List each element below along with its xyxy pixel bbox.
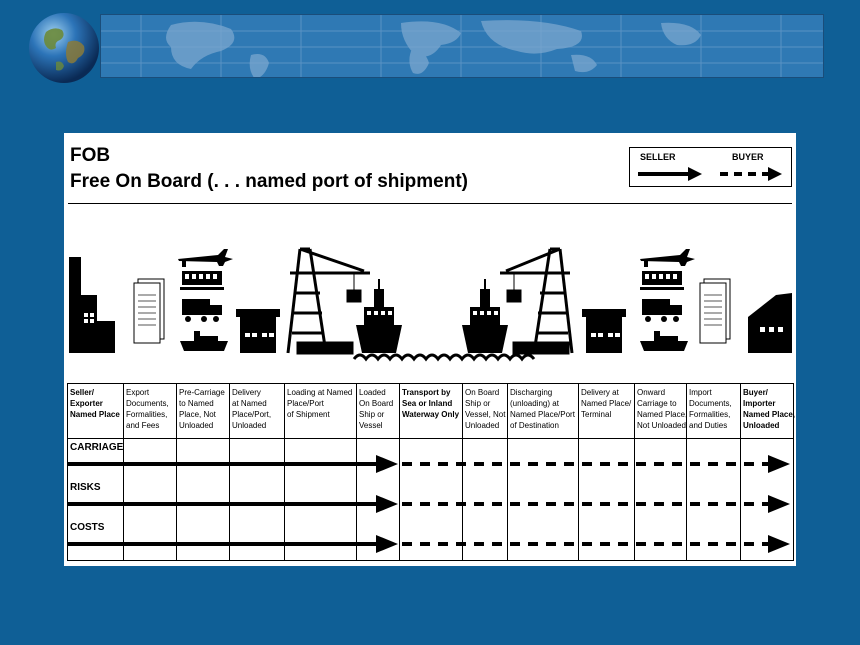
stage-header: Import Documents, Formalities, and Duties bbox=[689, 388, 732, 430]
row-label-carriage: CARRIAGE bbox=[70, 442, 124, 453]
stage-header: Delivery at Named Place/Port, Unloaded bbox=[232, 388, 272, 430]
fob-diagram-panel bbox=[64, 133, 796, 566]
legend-seller-label: SELLER bbox=[640, 152, 676, 162]
documents-icon bbox=[134, 279, 164, 343]
arrow-icon bbox=[768, 535, 790, 553]
documents-icon bbox=[700, 279, 730, 343]
stage-header: On Board Ship or Vessel, Not Unloaded bbox=[465, 388, 506, 430]
stage-header: Pre-Carriage to Named Place, Not Unloaded bbox=[179, 388, 225, 430]
stage-header: Export Documents, Formalities, and Fees bbox=[126, 388, 169, 430]
truck-icon bbox=[642, 299, 682, 322]
airplane-icon bbox=[178, 249, 233, 267]
train-icon bbox=[640, 271, 684, 290]
barge-icon bbox=[180, 331, 228, 351]
header-banner bbox=[100, 14, 824, 78]
arrow-icon bbox=[688, 167, 702, 181]
stage-header: Seller/ Exporter Named Place bbox=[70, 388, 120, 419]
stage-header: Buyer/ Importer Named Place, Unloaded bbox=[743, 388, 796, 430]
title-rule bbox=[68, 203, 792, 204]
world-map-icon bbox=[101, 15, 824, 78]
factory-icon bbox=[69, 257, 115, 353]
arrow-icon bbox=[768, 455, 790, 473]
arrow-icon bbox=[376, 535, 398, 553]
warehouse-icon bbox=[582, 309, 626, 353]
warehouse-icon bbox=[236, 309, 280, 353]
stage-header: Delivery at Named Place/ Terminal bbox=[581, 388, 632, 419]
diagram-title: FOB bbox=[70, 145, 111, 166]
diagram-subtitle: Free On Board (. . . named port of shipment) bbox=[70, 171, 468, 192]
legend bbox=[629, 147, 792, 187]
truck-icon bbox=[182, 299, 222, 322]
stage-header: Onward Carriage to Named Place, Not Unloaded bbox=[637, 388, 688, 430]
legend-buyer-label: BUYER bbox=[732, 152, 764, 162]
arrow-icon bbox=[376, 495, 398, 513]
stage-header: Loaded On Board Ship or Vessel bbox=[359, 388, 394, 430]
crane-icon bbox=[288, 249, 370, 353]
train-icon bbox=[180, 271, 224, 290]
row-label-risks: RISKS bbox=[70, 482, 101, 493]
legend-arrows bbox=[630, 148, 793, 188]
house-icon bbox=[748, 293, 792, 353]
barge-icon bbox=[640, 331, 688, 351]
row-label-costs: COSTS bbox=[70, 522, 105, 533]
crane-icon bbox=[500, 249, 572, 353]
stage-header: Transport by Sea or Inland Waterway Only bbox=[402, 388, 460, 419]
container-ship-icon bbox=[356, 279, 402, 353]
stage-header: Discharging (unloading) at Named Place/Port of Destination bbox=[510, 388, 575, 430]
globe-icon bbox=[28, 12, 100, 84]
arrow-icon bbox=[768, 495, 790, 513]
container-ship-icon bbox=[462, 279, 508, 353]
water-icon bbox=[354, 355, 534, 359]
stage-header: Loading at Named Place/Port of Shipment bbox=[287, 388, 353, 419]
arrow-icon bbox=[768, 167, 782, 181]
airplane-icon bbox=[640, 249, 695, 267]
shipping-illustration bbox=[64, 233, 796, 383]
arrow-icon bbox=[376, 455, 398, 473]
